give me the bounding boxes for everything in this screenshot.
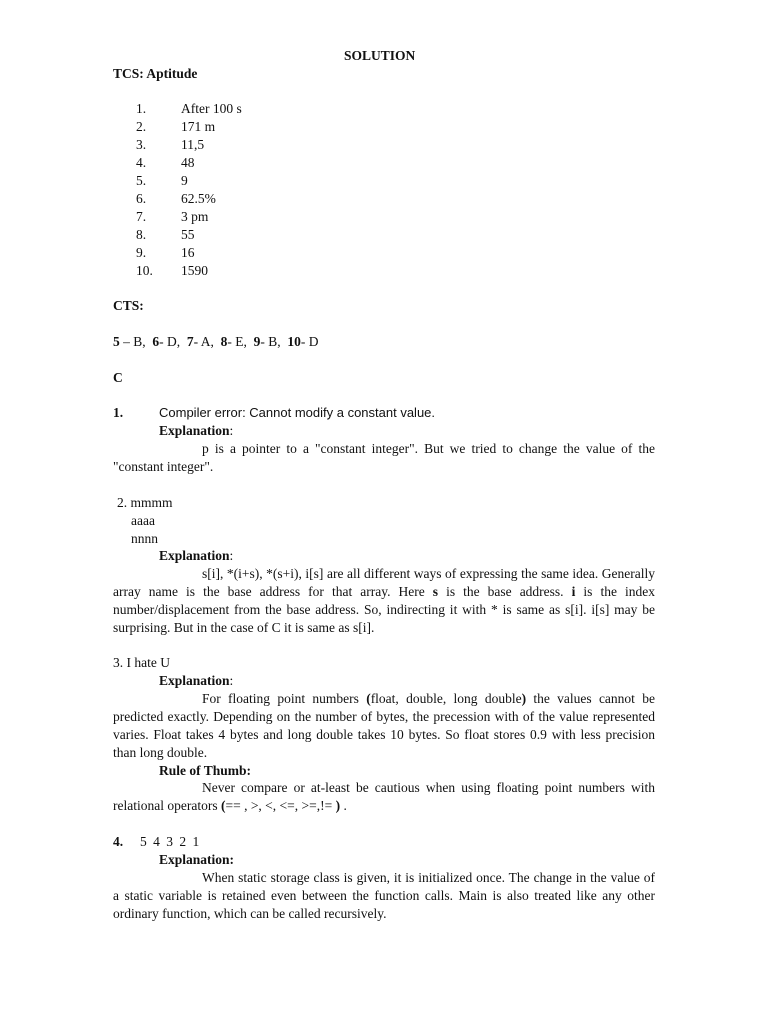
text-run: Never compare or at-least be cautious when using floating point numbers with relational operators xyxy=(113,780,655,813)
text-run: s[i], *(i+s), *(s+i), i[s] are all different ways of expressing the same idea. Generally array name is the base address for that array. Here xyxy=(113,566,655,599)
cts-separator: – xyxy=(119,334,134,349)
cts-question-number: 9 xyxy=(253,334,261,349)
cts-separator: - xyxy=(159,334,168,349)
item-answer: 16 xyxy=(181,245,195,260)
bold-term-i: i xyxy=(571,584,576,599)
bold-paren: ( xyxy=(366,691,371,706)
cts-separator: - xyxy=(227,334,236,349)
item-number: 6. xyxy=(136,191,147,206)
q1-explanation-body: p is a pointer to a "constant integer". But we tried to change the value of the "constant integer". xyxy=(113,441,655,474)
explanation-colon: : xyxy=(229,548,234,563)
item-number: 7. xyxy=(136,209,147,224)
item-number: 4. xyxy=(136,155,147,170)
q3-explanation-label xyxy=(159,672,233,690)
text-run: is the index number/displacement from the base address. So, indirecting it with * is same as s[i]. i[s] may be surprising. But in the case of C it is same as s[i]. xyxy=(113,584,655,635)
item-answer: 62.5% xyxy=(181,191,216,206)
bold-paren: ) xyxy=(521,691,527,706)
list-item xyxy=(136,154,195,172)
list-item xyxy=(136,190,216,208)
item-answer: 3 pm xyxy=(181,209,209,224)
item-answer: 11,5 xyxy=(181,137,205,152)
item-number: 5. xyxy=(136,173,147,188)
cts-separator: - xyxy=(300,334,309,349)
q1-explanation-text xyxy=(113,440,655,476)
cts-question-number: 10 xyxy=(287,334,301,349)
item-answer: 55 xyxy=(181,227,195,242)
q1-explanation-label xyxy=(159,422,233,440)
item-number: 1. xyxy=(136,101,147,116)
explanation-label-text: Explanation xyxy=(159,423,230,438)
text-run: is the base address. xyxy=(438,584,572,599)
item-number: 8. xyxy=(136,227,147,242)
text-run: float, double, long double xyxy=(370,691,522,706)
cts-answer: D xyxy=(308,334,319,349)
list-item xyxy=(136,262,208,280)
tcs-aptitude-heading: TCS: Aptitude xyxy=(113,66,198,81)
q3-explanation-text xyxy=(113,690,655,762)
q2-answer-line-1: 2. mmmm xyxy=(117,495,173,510)
explanation-colon: : xyxy=(229,423,234,438)
c-section-heading: C xyxy=(113,370,123,385)
cts-separator: - xyxy=(193,334,201,349)
item-answer: 9 xyxy=(181,173,188,188)
list-item xyxy=(136,118,215,136)
text-run: . xyxy=(340,798,347,813)
item-number: 9. xyxy=(136,245,147,260)
item-number: 10. xyxy=(136,263,153,278)
list-item xyxy=(136,226,195,244)
list-item xyxy=(136,100,242,118)
cts-answer: B, xyxy=(268,334,285,349)
cts-question-number: 7 xyxy=(186,334,194,349)
cts-answer: D, xyxy=(167,334,184,349)
q1-answer: Compiler error: Cannot modify a constant value. xyxy=(159,405,436,420)
q4-answer: 5 4 3 2 1 xyxy=(140,834,200,849)
rule-of-thumb-label: Rule of Thumb: xyxy=(159,763,252,778)
q4-explanation-text xyxy=(113,869,655,923)
q4-number: 4. xyxy=(113,834,124,849)
q1-number: 1. xyxy=(113,405,124,420)
item-number: 2. xyxy=(136,119,147,134)
cts-separator: - xyxy=(260,334,269,349)
q3-answer-line: 3. I hate U xyxy=(113,655,170,670)
text-run: For floating point numbers xyxy=(202,691,367,706)
cts-question-number: 6 xyxy=(152,334,160,349)
cts-heading: CTS: xyxy=(113,298,144,313)
q2-answer-line-2: aaaa xyxy=(131,513,155,528)
item-answer: 171 m xyxy=(181,119,216,134)
item-answer: 1590 xyxy=(181,263,208,278)
list-item xyxy=(136,172,188,190)
bold-paren: ) xyxy=(335,798,341,813)
list-item xyxy=(136,208,208,226)
explanation-label-text: Explanation xyxy=(159,673,230,688)
cts-answer: A, xyxy=(200,334,218,349)
q4-explanation-body: When static storage class is given, it is initialized once. The change in the value of a static variable is retained even between the function calls. Main is also treated like any other ordinary function, which can be called recursively. xyxy=(113,870,655,921)
bold-term-s: s xyxy=(432,584,439,599)
q4-explanation-label: Explanation: xyxy=(159,852,235,867)
item-number: 3. xyxy=(136,137,147,152)
operators-list: == , >, <, <=, >=,!= xyxy=(225,798,336,813)
cts-answer: E, xyxy=(235,334,251,349)
text-run: the values cannot be predicted exactly. Depending on the number of bytes, the precession with of the value represented varies. Float takes 4 bytes and long double takes 10 bytes. So float stores 0.9 with less precision than long double. xyxy=(113,691,655,760)
q2-answer-line-3: nnnn xyxy=(131,531,158,546)
list-item xyxy=(136,136,204,154)
cts-question-number: 5 xyxy=(113,334,120,349)
explanation-label-text: Explanation xyxy=(159,548,230,563)
explanation-colon: : xyxy=(229,673,234,688)
cts-answers-line xyxy=(113,333,319,351)
item-answer: After 100 s xyxy=(181,101,242,116)
q2-explanation-text xyxy=(113,565,655,637)
list-item xyxy=(136,244,195,262)
rule-of-thumb-text xyxy=(113,779,655,815)
cts-answer: B, xyxy=(133,334,150,349)
cts-question-number: 8 xyxy=(220,334,228,349)
q2-explanation-label xyxy=(159,547,233,565)
bold-paren: ( xyxy=(220,798,226,813)
item-answer: 48 xyxy=(181,155,195,170)
page-title: SOLUTION xyxy=(344,48,416,63)
